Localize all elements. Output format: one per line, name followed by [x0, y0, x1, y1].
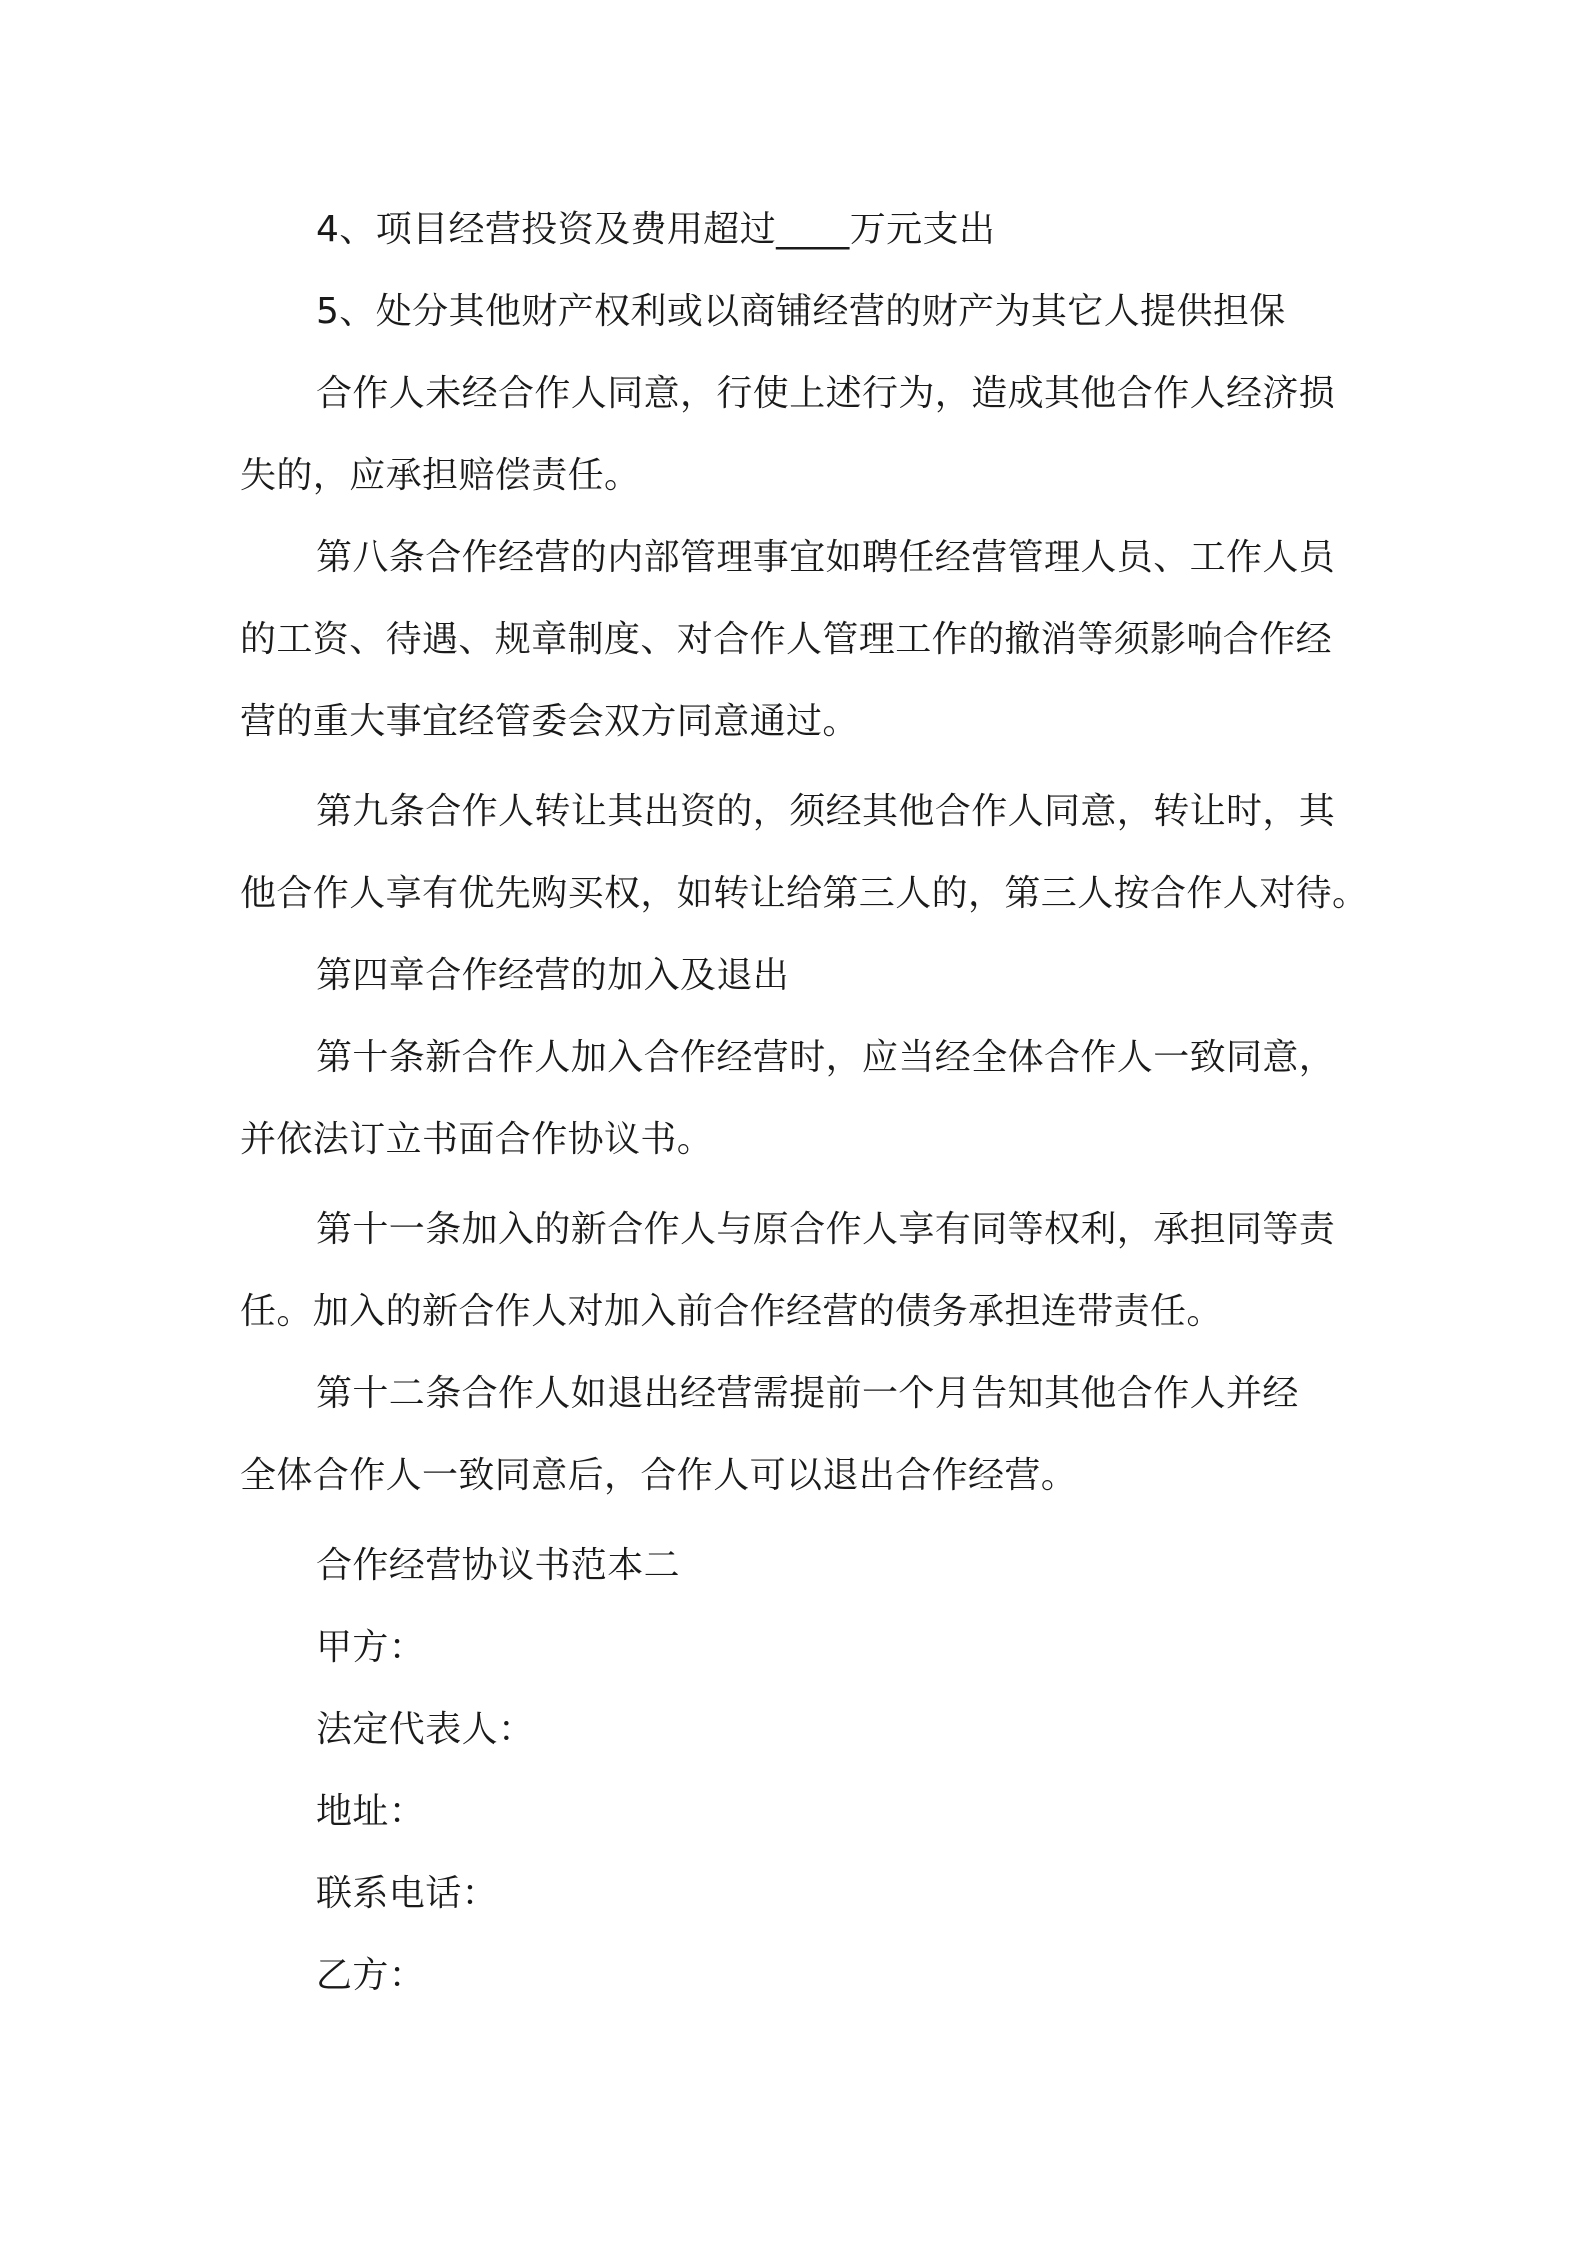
article-8-line: 第八条合作经营的内部管理事宜如聘任经营管理人员、工作人员 — [316, 537, 1336, 578]
article-11-line: 任。加入的新合作人对加入前合作经营的债务承担连带责任。 — [240, 1291, 1223, 1332]
article-11-line: 第十一条加入的新合作人与原合作人享有同等权利，承担同等责 — [316, 1209, 1336, 1250]
paragraph-line: 失的，应承担赔偿责任。 — [240, 455, 641, 496]
address-label: 地址： — [316, 1791, 426, 1832]
article-8-line: 营的重大事宜经管委会双方同意通过。 — [240, 701, 859, 742]
article-9-line: 他合作人享有优先购买权，如转让给第三人的，第三人按合作人对待。 — [240, 873, 1369, 914]
article-10-line: 第十条新合作人加入合作经营时，应当经全体合作人一致同意， — [316, 1037, 1336, 1078]
list-item-4: 4、项目经营投资及费用超过____万元支出 — [316, 209, 996, 250]
article-12-line: 第十二条合作人如退出经营需提前一个月告知其他合作人并经 — [316, 1373, 1299, 1414]
list-item-5: 5、处分其他财产权利或以商铺经营的财产为其它人提供担保 — [316, 291, 1286, 332]
party-a-label: 甲方： — [316, 1627, 426, 1668]
legal-representative-label: 法定代表人： — [316, 1709, 535, 1750]
article-9-line: 第九条合作人转让其出资的，须经其他合作人同意，转让时，其 — [316, 791, 1336, 832]
article-8-line: 的工资、待遇、规章制度、对合作人管理工作的撤消等须影响合作经 — [240, 619, 1333, 660]
phone-label: 联系电话： — [316, 1873, 499, 1914]
article-12-line: 全体合作人一致同意后，合作人可以退出合作经营。 — [240, 1455, 1078, 1496]
template-title: 合作经营协议书范本二 — [316, 1545, 681, 1586]
article-10-line: 并依法订立书面合作协议书。 — [240, 1119, 714, 1160]
chapter-heading: 第四章合作经营的加入及退出 — [316, 955, 790, 996]
paragraph-line: 合作人未经合作人同意，行使上述行为，造成其他合作人经济损 — [316, 373, 1336, 414]
party-b-label: 乙方： — [316, 1955, 426, 1996]
